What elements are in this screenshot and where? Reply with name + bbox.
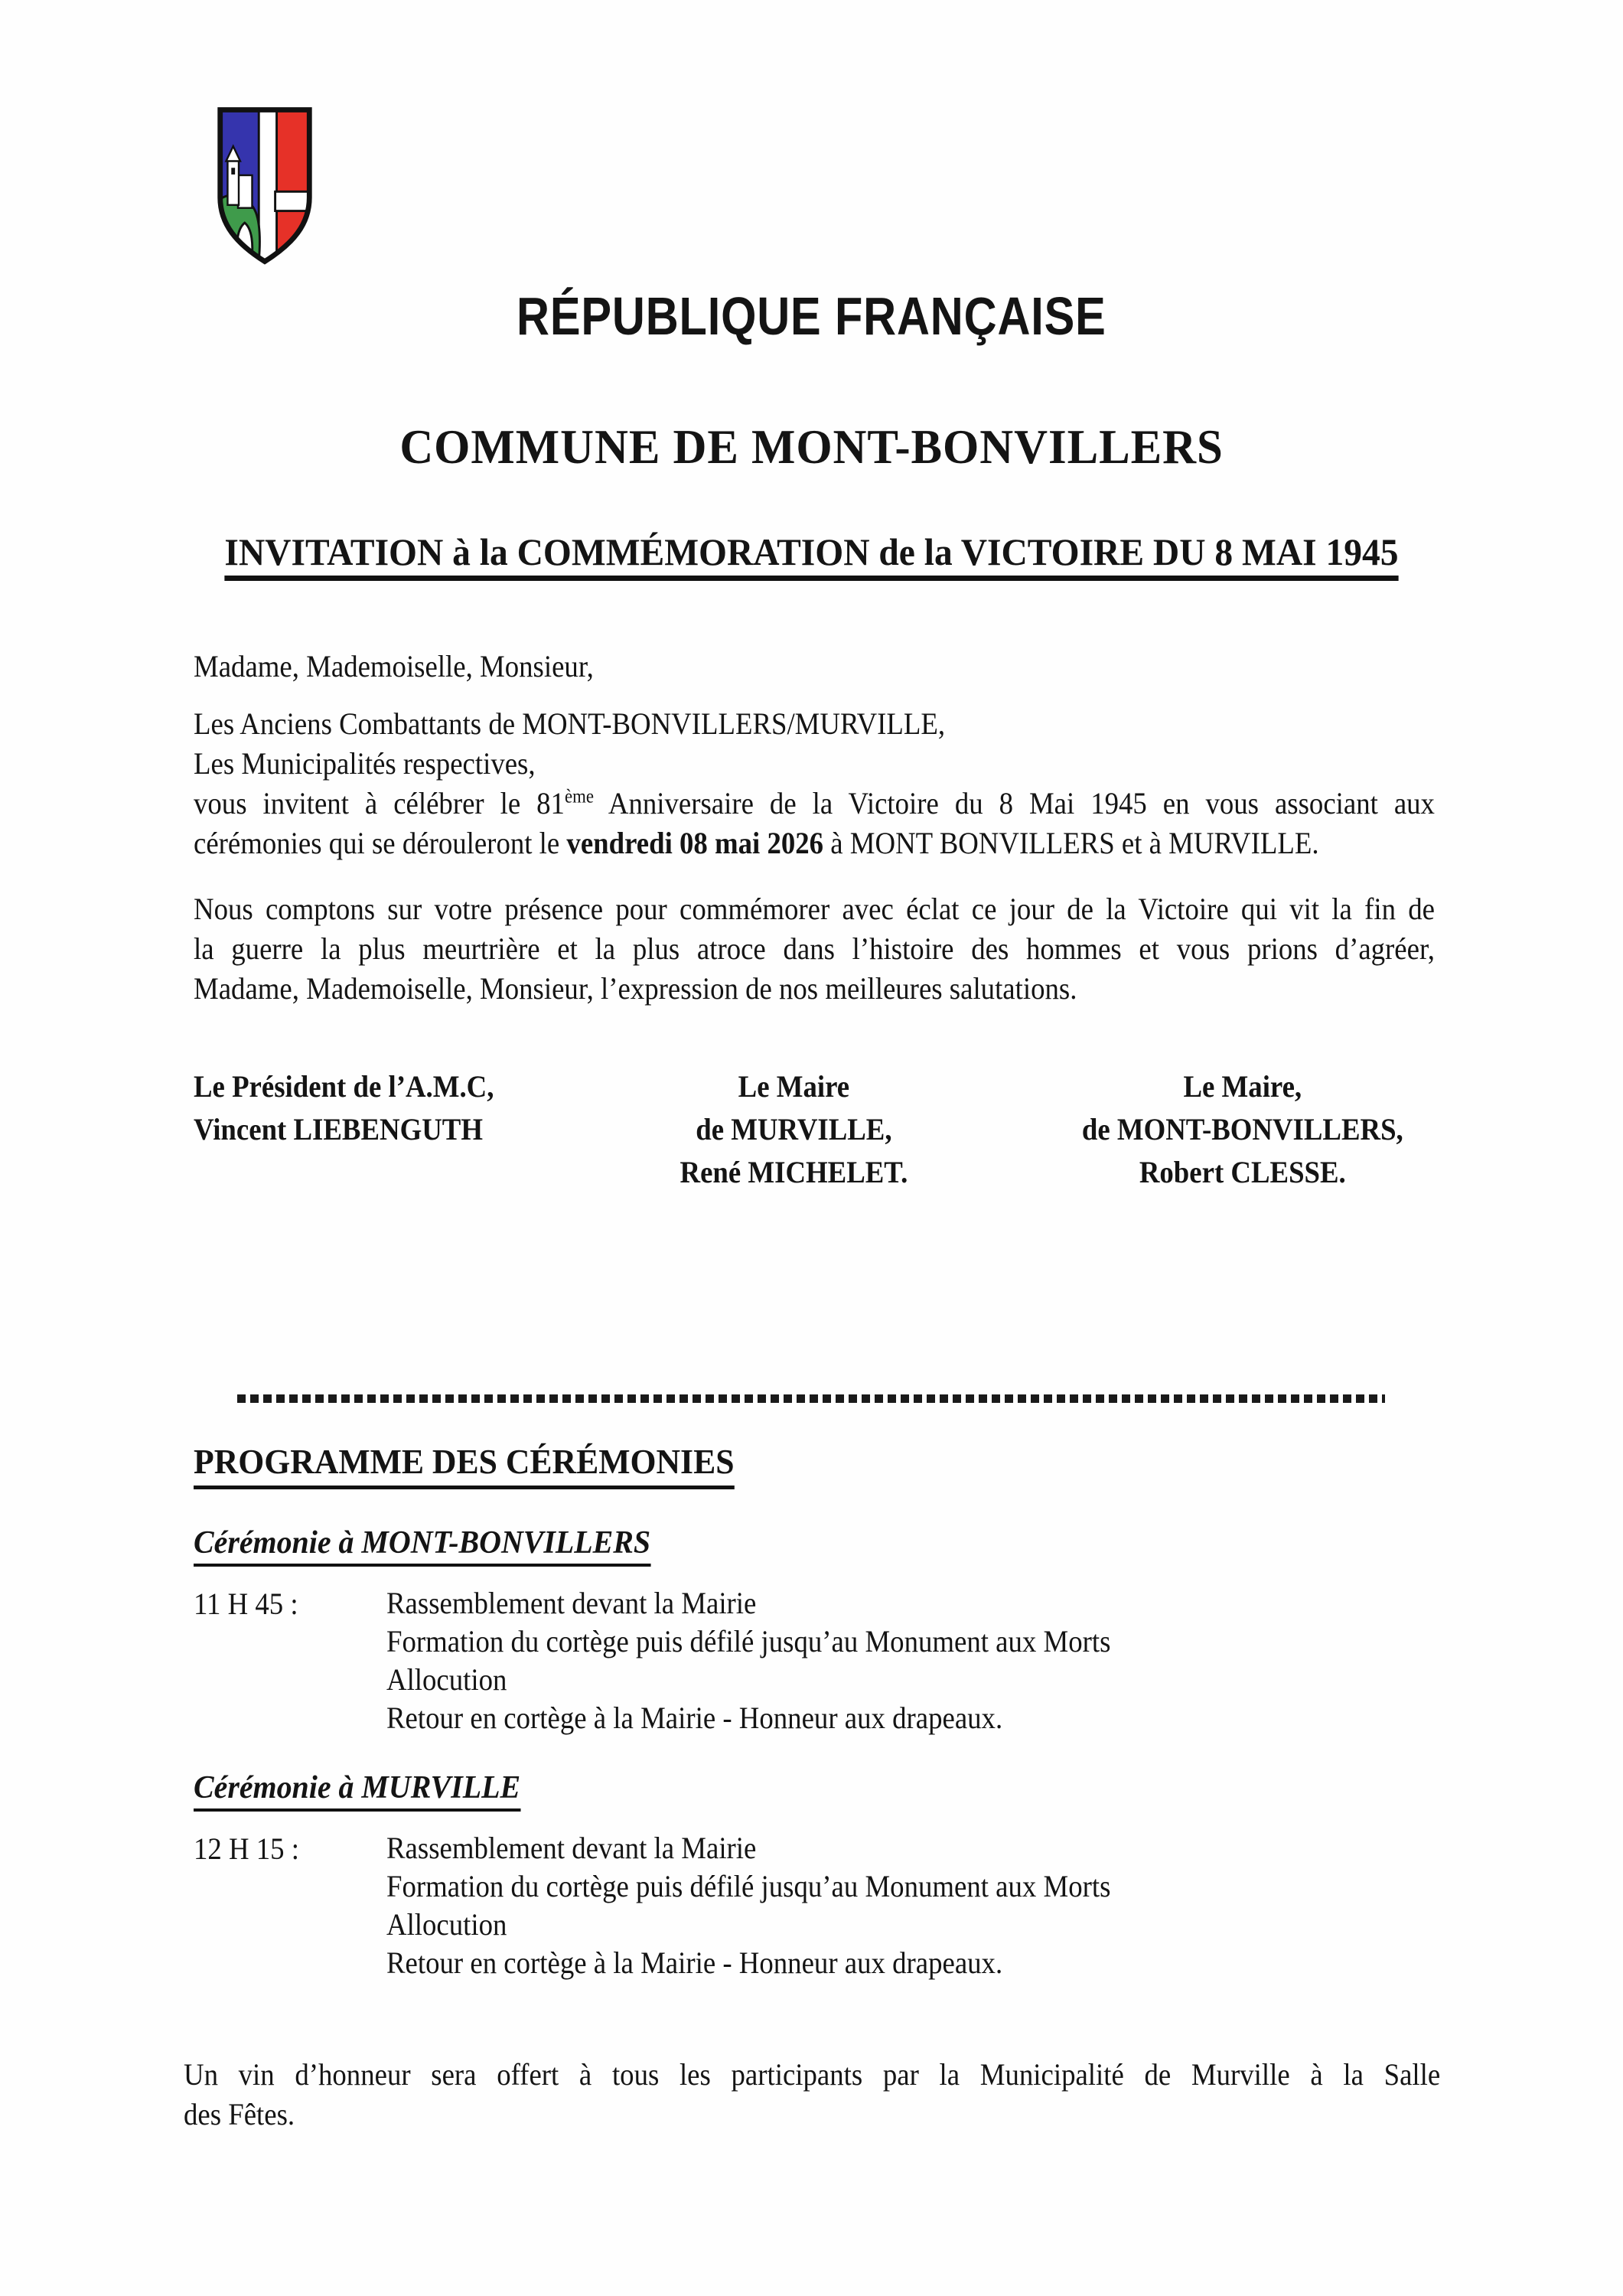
program-heading: PROGRAMME DES CÉRÉMONIES <box>194 1443 735 1489</box>
ceremony-2-items <box>386 1829 1442 1982</box>
ceremony-1-item-4: Retour en cortège à la Mairie - Honneur aux drapeaux. <box>386 1701 1003 1735</box>
invitation-title: INVITATION à la COMMÉMORATION de la VICTOIRE DU 8 MAI 1945 <box>224 533 1398 581</box>
ceremony-2-item-4: Retour en cortège à la Mairie - Honneur aux drapeaux. <box>386 1945 1003 1980</box>
signature-mont-bonvillers-title-1: Le Maire, <box>1183 1069 1302 1104</box>
closing-line-2: la guerre la plus meurtrière et la plus atroce dans l’histoire des hommes et vous prions d’agréer, <box>194 931 1435 966</box>
closing-paragraph <box>194 889 1435 1009</box>
ceremony-2-item-1: Rassemblement devant la Mairie <box>386 1831 757 1865</box>
ceremony-1-item-1: Rassemblement devant la Mairie <box>386 1586 757 1620</box>
ceremonies-line-post: à MONT BONVILLERS et à MURVILLE. <box>823 826 1319 860</box>
signature-president-name: Vincent LIEBENGUTH <box>194 1112 483 1146</box>
commune-title-row <box>0 419 1623 474</box>
invite-line-pre: vous invitent à célébrer le 81 <box>194 786 565 820</box>
coat-of-arms-icon <box>213 103 317 272</box>
republique-title: RÉPUBLIQUE FRANÇAISE <box>517 286 1106 346</box>
signature-murville-title-1: Le Maire <box>738 1069 850 1104</box>
commune-title: COMMUNE DE MONT-BONVILLERS <box>399 419 1224 474</box>
invite-line <box>194 784 1435 823</box>
signature-mont-bonvillers-title-2: de MONT-BONVILLERS, <box>1081 1112 1403 1146</box>
dashed-separator <box>237 1394 1385 1403</box>
invitants-line-2: Les Municipalités respectives, <box>194 746 536 781</box>
vin-honneur-line-2: des Fêtes. <box>184 2097 295 2131</box>
ceremonies-date-line <box>194 823 1435 863</box>
ceremony-1-title: Cérémonie à MONT-BONVILLERS <box>194 1525 650 1567</box>
ceremony-1-item-3: Allocution <box>386 1662 507 1697</box>
vin-honneur-line-1: Un vin d’honneur sera offert à tous les participants par la Municipalité de Murville à la Salle <box>184 2057 1441 2092</box>
signature-president-title: Le Président de l’A.M.C, <box>194 1069 494 1104</box>
ceremonies-line-pre: cérémonies qui se dérouleront le <box>194 826 567 860</box>
vin-honneur-note <box>184 2055 1440 2135</box>
invitants-line-1: Les Anciens Combattants de MONT-BONVILLERS/MURVILLE, <box>194 706 946 741</box>
ceremony-2-item-2: Formation du cortège puis défilé jusqu’au Monument aux Morts <box>386 1869 1111 1903</box>
invite-line-post: Anniversaire de la Victoire du 8 Mai 1945 en vous associant aux <box>593 786 1435 820</box>
signature-mont-bonvillers-name: Robert CLESSE. <box>1139 1155 1346 1189</box>
ceremony-1-time: 11 H 45 : <box>194 1587 298 1621</box>
ceremony-1-items <box>386 1584 1442 1737</box>
ceremony-2-title: Cérémonie à MURVILLE <box>194 1770 520 1812</box>
ceremony-2-item-3: Allocution <box>386 1907 507 1942</box>
signature-maire-mont-bonvillers <box>1056 1065 1429 1194</box>
invitation-title-row <box>0 530 1623 581</box>
ordinal-suffix: ème <box>564 786 594 807</box>
closing-line-1: Nous comptons sur votre présence pour commémorer avec éclat ce jour de la Victoire qui vit la fin de <box>194 892 1435 926</box>
signature-president <box>194 1065 524 1151</box>
republique-title-row <box>0 286 1623 346</box>
ceremony-1-item-2: Formation du cortège puis défilé jusqu’au Monument aux Morts <box>386 1624 1111 1658</box>
salutation: Madame, Mademoiselle, Monsieur, <box>194 649 594 683</box>
closing-line-3: Madame, Mademoiselle, Monsieur, l’expression de nos meilleures salutations. <box>194 971 1077 1006</box>
signature-maire-murville <box>639 1065 949 1194</box>
ceremony-2-time: 12 H 15 : <box>194 1831 299 1866</box>
signature-murville-name: René MICHELET. <box>680 1155 908 1189</box>
signature-murville-title-2: de MURVILLE, <box>696 1112 892 1146</box>
ceremony-date: vendredi 08 mai 2026 <box>566 826 824 860</box>
invitation-paragraph <box>194 704 1435 863</box>
shield-white-pale <box>259 107 276 265</box>
